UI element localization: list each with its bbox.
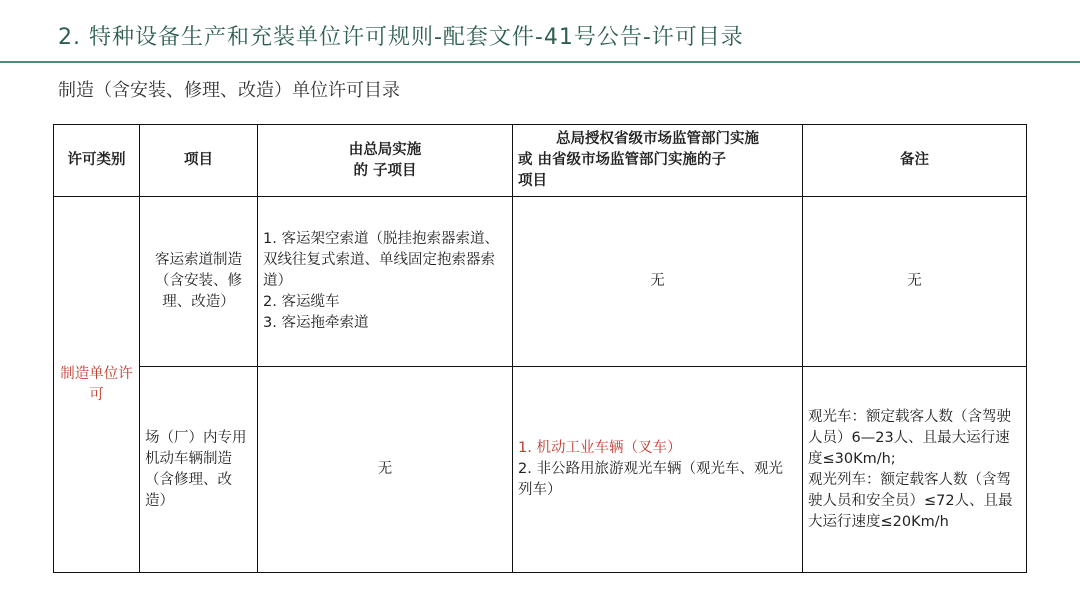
category-cell: 制造单位许可 [54, 197, 140, 573]
remark-cell: 无 [803, 197, 1027, 367]
header-provincial-subitems [513, 125, 803, 197]
item-cell: 客运索道制造（含安装、修理、改造） [140, 197, 258, 367]
page-title: 2. 特种设备生产和充装单位许可规则-配套文件-41号公告-许可目录 [58, 25, 744, 50]
list-item: 1. 机动工业车辆（叉车） [518, 440, 682, 456]
header-hq-subitems [258, 125, 513, 197]
header-item: 项目 [140, 125, 258, 197]
hq-subitems-cell [258, 197, 513, 367]
remark-line: 观光车：额定载客人数（含驾驶人员）6—23人、且最大运行速度≤30Km/h; [808, 408, 1011, 467]
header-prov-line: 总局授权省级市场监管部门实施 [556, 131, 759, 147]
header-hq-line: 的 子项目 [353, 162, 417, 179]
header-hq-line: 由总局实施 [348, 141, 422, 158]
list-item: 2. 客运缆车 [263, 294, 340, 310]
table-header-row [54, 125, 1027, 197]
table-row [54, 197, 1027, 367]
list-item: 2. 非公路用旅游观光车辆（观光车、观光列车） [518, 461, 783, 498]
hq-subitems-cell: 无 [258, 367, 513, 573]
license-catalog-table [53, 124, 1027, 573]
remark-cell [803, 367, 1027, 573]
item-cell: 场（厂）内专用机动车辆制造（含修理、改造） [140, 367, 258, 573]
list-item: 1. 客运架空索道（脱挂抱索器索道、双线往复式索道、单线固定抱索器索道） [263, 231, 499, 289]
list-item: 3. 客运拖牵索道 [263, 315, 369, 331]
provincial-cell [513, 367, 803, 573]
provincial-cell: 无 [513, 197, 803, 367]
remark-line: 观光列车：额定载客人数（含驾驶人员和安全员）≤72人、且最大运行速度≤20Km/h [808, 471, 1013, 530]
header-category: 许可类别 [54, 125, 140, 197]
header-remark: 备注 [803, 125, 1027, 197]
page-subtitle: 制造（含安装、修理、改造）单位许可目录 [58, 80, 400, 101]
table-row [54, 367, 1027, 573]
title-divider [0, 61, 1080, 63]
header-prov-line: 项目 [518, 173, 547, 189]
header-prov-line: 或 由省级市场监管部门实施的子 [518, 152, 727, 168]
